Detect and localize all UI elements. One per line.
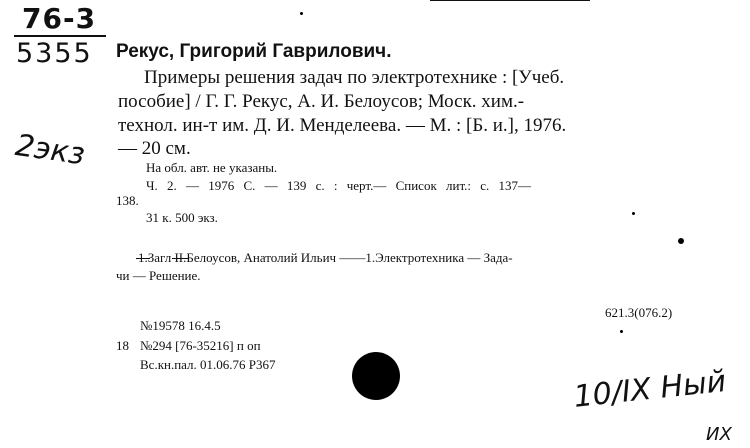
body-line-4: — 20 см. xyxy=(118,138,191,159)
call-number-bottom: 5355 xyxy=(16,38,93,69)
body-line-3: технол. ин-т им. Д. И. Менделеева. — М. : [Б. и.], 1976. xyxy=(118,115,567,136)
punch-hole xyxy=(352,352,400,400)
top-edge-line xyxy=(430,0,590,1)
call-number-divider xyxy=(14,35,106,37)
part-line-1: Ч. 2. — 1976 С. — 139 с. : черт.— Список лит.: с. 137— xyxy=(146,178,532,193)
admin-line-3: Вс.кн.пал. 01.06.76 Р367 xyxy=(140,357,276,372)
admin-line-1: №19578 16.4.5 xyxy=(140,318,221,333)
tracings-line-2: чи — Решение. xyxy=(116,268,201,283)
note-authors: На обл. авт. не указаны. xyxy=(146,160,278,175)
tracing-roman-struck: II. xyxy=(174,250,187,265)
classification-number: 621.3(076.2) xyxy=(605,305,673,320)
part-line-2: 138. xyxy=(116,193,139,208)
tracing-title-entry: Загл xyxy=(147,250,175,265)
admin-prefix: 18 xyxy=(116,338,129,353)
speck-2 xyxy=(620,330,623,333)
tracings-line-1 xyxy=(138,250,513,266)
tracing-number-struck: 1. xyxy=(138,250,148,265)
body-line-1: Примеры решения задач по электротехнике : [Учеб. xyxy=(144,67,565,88)
admin-line-2: №294 [76-35216] п оп xyxy=(140,338,261,353)
speck-1 xyxy=(632,212,635,215)
speck-3 xyxy=(300,12,303,15)
handwritten-initials: ИХ xyxy=(706,424,732,445)
author-heading: Рекус, Григорий Гаврилович. xyxy=(116,41,392,62)
handwritten-date-note: 10/IX Ный xyxy=(572,364,728,415)
call-number-top: 76-3 xyxy=(22,2,97,35)
body-line-2: пособие] / Г. Г. Рекус, А. И. Белоусов; Моск. хим.- xyxy=(118,91,525,112)
tracing-subject-entry: Белоусов, Анатолий Ильич ——1.Электротехника — Зада- xyxy=(186,250,513,265)
stray-ink-dot xyxy=(678,238,684,244)
call-number xyxy=(14,2,108,68)
handwritten-copies-note: 2экз xyxy=(13,128,87,173)
print-run: 31 к. 500 экз. xyxy=(146,210,218,225)
